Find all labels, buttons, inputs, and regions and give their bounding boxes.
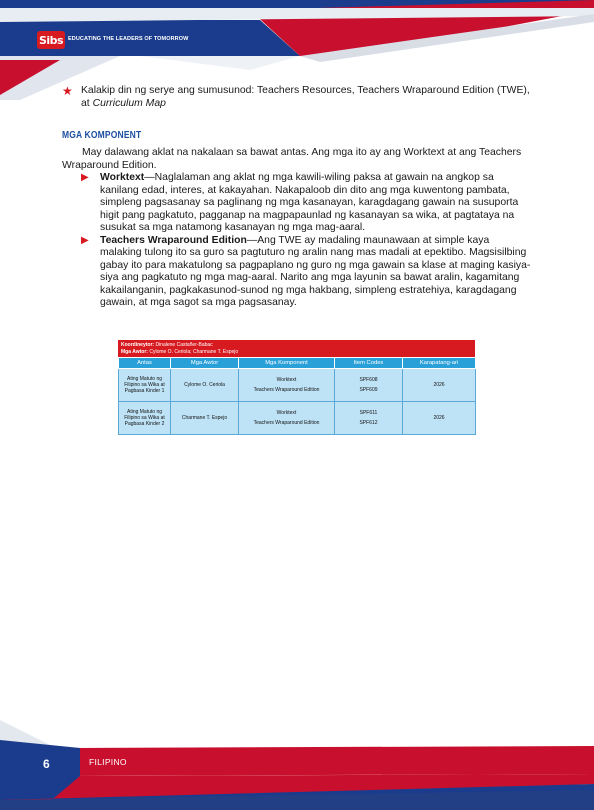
star-icon: ★ xyxy=(62,84,73,98)
component-term: Worktext xyxy=(100,172,145,183)
table-header-row xyxy=(119,358,476,369)
component-desc: —Ang TWE ay madaling maunawaan at simple kaya malaking tulong ito sa guro sa pagtuturo ng aralin nang mas madali at epektibo. Magsisilbing gabay ito para makatulong sa pagpaplano ng guro ng mga gawain sa klase at maging kasiya-siya ang pagkatuto ng mga mag-aaral. Narito ang mga layunin sa bawat aralin, kagamitang kakailanganin, pagkakasunod-sunod ng mga hakbang, simpleng estratehiya, karagdagang gawain, at mga sagot sa mga pagsasanay. xyxy=(100,234,531,308)
section-paragraph: May dalawang aklat na nakalaan sa bawat antas. Ang mga ito ay ang Worktext at ang Teachers Wraparound Edition. xyxy=(62,147,522,171)
brand-tagline: EDUCATING THE LEADERS OF TOMORROW xyxy=(68,36,189,42)
component-term: Teachers Wraparound Edition xyxy=(100,234,247,246)
series-table xyxy=(118,340,475,435)
cell-antas: Ating Matuto ng Filipino sa Wika at Pagbasa Kinder 2 xyxy=(119,402,171,435)
cell-komponent: Worktext Teachers Wraparound Edition xyxy=(239,369,335,402)
cell-karapatan: 2026 xyxy=(403,369,476,402)
cell-codes: SPF611 SPF612 xyxy=(335,402,403,435)
col-antas: Antas xyxy=(119,358,171,369)
cell-karapatan: 2026 xyxy=(403,402,476,435)
cell-awtor: Charmane T. Espejo xyxy=(171,402,239,435)
triangle-right-icon: ▶ xyxy=(81,234,89,246)
brand-logo: Sibs xyxy=(37,31,65,49)
footer-banner xyxy=(0,700,594,810)
page-number: 6 xyxy=(43,757,50,771)
cell-antas: Ating Matuto ng Filipino sa Wika at Pagbasa Kinder 1 xyxy=(119,369,171,402)
component-item-worktext xyxy=(62,172,532,235)
table-row xyxy=(119,369,476,402)
triangle-right-icon: ▶ xyxy=(81,172,89,183)
cell-awtor: Cylome O. Ceriola xyxy=(171,369,239,402)
component-item-twe xyxy=(62,235,532,310)
cell-codes: SPF608 SPF609 xyxy=(335,369,403,402)
col-komponent: Mga Komponent xyxy=(239,358,335,369)
col-awtor: Mga Awtor xyxy=(171,358,239,369)
intro-bullet xyxy=(62,85,532,110)
cell-komponent: Worktext Teachers Wraparound Edition xyxy=(239,402,335,435)
table-row xyxy=(119,402,476,435)
col-item-codes: Item Codes xyxy=(335,358,403,369)
col-karapatan: Karapatang-ari xyxy=(403,358,476,369)
page-content xyxy=(62,85,532,310)
component-desc: —Naglalaman ang aklat ng mga kawili-wiling paksa at gawain na angkop sa kanilang edad, interes, at kakayahan. Nakapaloob din dito ang mga kuwentong pambata, simpleng pagsasanay sa paglinang ng mga kasanayan, karagdagang gawain na susuporta higit pang pagkatuto, pagganap na magpapaunlad ng kasanayan sa wika, at pagtataya na susukat sa mga natamong kasanayan ng mga mag-aaral. xyxy=(100,172,519,233)
intro-text: Kalakip din ng serye ang sumusunod: Teachers Resources, Teachers Wraparound Edition (TWE), at Curriculum Map xyxy=(81,85,530,109)
table-credits: Koordineytor: Dinalene Castañer-Babac Mga Awtor: Cylome O. Ceriola; Charmane T. Espejo xyxy=(118,340,475,357)
section-heading: MGA KOMPONENT xyxy=(62,130,142,141)
subject-label: FILIPINO xyxy=(89,757,127,767)
